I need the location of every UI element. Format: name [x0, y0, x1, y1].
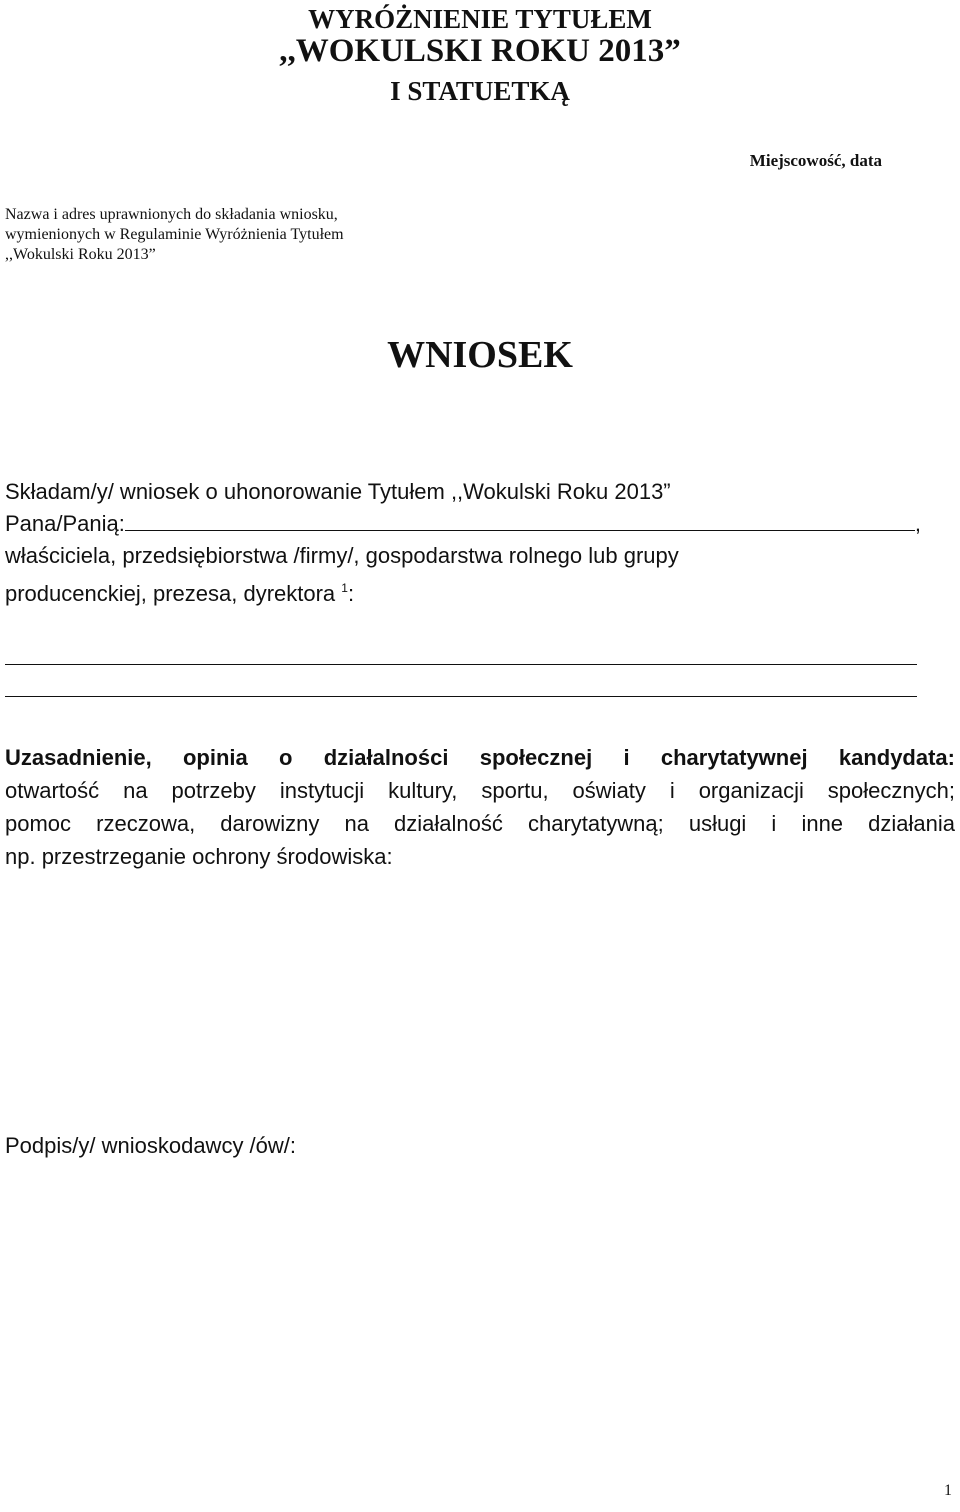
nomination-line-4-text: producenckiej, prezesa, dyrektora [5, 581, 336, 606]
nomination-paragraph [5, 476, 921, 610]
section-heading: WNIOSEK [387, 334, 573, 376]
nomination-line-1: Składam/y/ wniosek o uhonorowanie Tytułem ,,Wokulski Roku 2013” [5, 479, 671, 504]
nomination-line-4 [5, 572, 921, 610]
fill-in-line-1[interactable] [5, 664, 917, 665]
page-number: 1 [944, 1482, 952, 1499]
justification-paragraph [5, 741, 955, 873]
place-date-label: Miejscowość, data [749, 151, 882, 170]
nomination-line-3: właściciela, przedsiębiorstwa /firmy/, gospodarstwa rolnego lub grupy [5, 543, 679, 568]
document-title-line-2: ,,WOKULSKI ROKU 2013” [279, 33, 681, 69]
justification-line-4: np. przestrzeganie ochrony środowiska: [5, 844, 393, 869]
signature-label: Podpis/y/ wnioskodawcy /ów/: [5, 1133, 297, 1158]
applicant-line-3: ,,Wokulski Roku 2013” [5, 246, 156, 263]
justification-line-2: otwartość na potrzeby instytucji kultury, sportu, oświaty i organizacji społecznych; [5, 778, 955, 803]
nomination-line-4-colon: : [347, 581, 355, 606]
nominee-name-row [5, 508, 921, 540]
applicant-line-2: wymienionych w Regulaminie Wyróżnienia Tytułem [5, 226, 344, 243]
document-title-line-3: I STATUETKĄ [390, 76, 570, 106]
nominee-label: Pana/Panią: [5, 511, 125, 536]
justification-line-1: Uzasadnienie, opinia o działalności społecznej i charytatywnej kandydata: [5, 745, 955, 770]
footnote-ref: 1 [341, 581, 348, 595]
document-title-line-1: WYRÓŻNIENIE TYTUŁEM [308, 4, 652, 34]
nominee-comma: , [914, 511, 921, 536]
fill-in-line-2[interactable] [5, 696, 917, 697]
nominee-name-field[interactable] [125, 510, 915, 531]
justification-line-3: pomoc rzeczowa, darowizny na działalność charytatywną; usługi i inne działania [5, 811, 955, 836]
applicant-line-1: Nazwa i adres uprawnionych do składania wniosku, [5, 206, 338, 223]
applicant-address-block [5, 205, 344, 265]
